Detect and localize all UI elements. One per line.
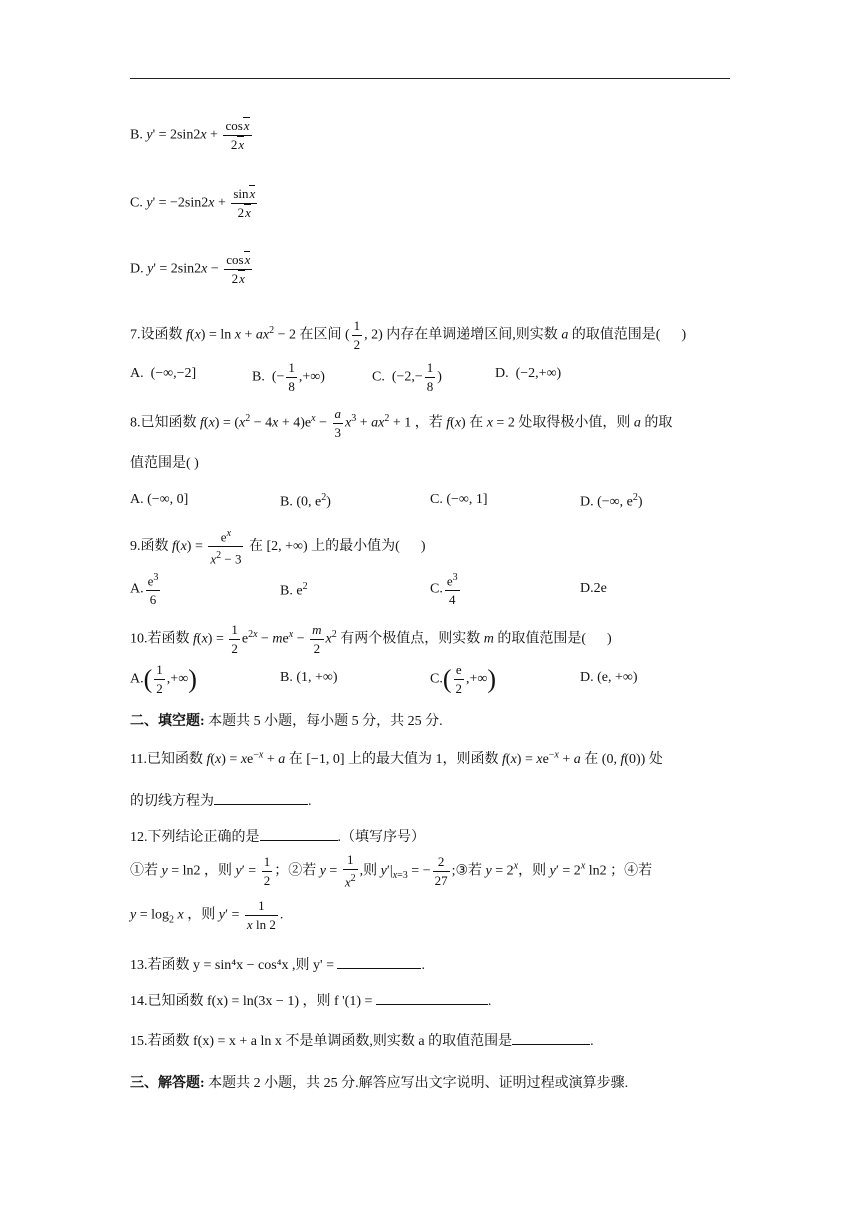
option-b-prev: B. y' = 2sin2x + $\frac{\cos x}{2x}$ <box>130 118 250 152</box>
q7-option-c: C. (−2,− $\frac{1}{8}$ ) <box>372 360 442 394</box>
q12-stem-line1: 12.下列结论正确的是 .（填写序号） <box>130 826 425 846</box>
q8-stem-line2: 值范围是( ) <box>130 456 199 471</box>
q13-answer-blank[interactable] <box>337 954 421 969</box>
q7-option-a: A. (−∞,−2] <box>130 366 197 381</box>
q8-option-b: B. (0, $e^2$) <box>280 492 331 510</box>
q7-stem: 7.设函数 $f(x) = \ln x + ax^2 - 2$ 在区间 ( $\frac{1}{2}$ , 2) 内存在单调递增区间,则实数 a 的取值范围是( ) <box>130 318 687 352</box>
section2-heading: 二、填空题: 本题共 5 小题，每小题 5 分，共 25 分. <box>130 714 443 729</box>
option-c-prev: C. y' = −2sin2x + $\frac{\sin x}{2x}$ <box>130 186 256 220</box>
q7-option-d: D. (−2,+∞) <box>495 366 562 381</box>
header-rule <box>130 78 730 79</box>
q11-stem-line1: 11.已知函数 $f(x) = xe^{-x} + a$ 在 [−1, 0] 上的最大值为 1，则函数 $f(x) = xe^{-x} + a$ 在 (0, f(0)) 处 <box>130 749 663 767</box>
q13-stem: 13.若函数 y = sin⁴x − cos⁴x ,则 y' = . <box>130 954 425 974</box>
q10-option-c: C.( $\frac{e}{2}$ ,+∞) <box>430 662 497 696</box>
option-d-prev: D. y' = 2sin2x − $\frac{\cos x}{2x}$ <box>130 252 251 286</box>
q8-option-a: A. (−∞, 0] <box>130 492 189 507</box>
q15-stem: 15.若函数 f(x) = x + a ln x 不是单调函数,则实数 a 的取值范围是 . <box>130 1030 594 1050</box>
q11-stem-line2: 的切线方程为 . <box>130 790 312 810</box>
q9-option-b: B. $e^2$ <box>280 581 308 599</box>
q9-option-c: C. $\frac{e^3}{4}$ <box>430 572 458 608</box>
q9-option-a: A. $\frac{e^3}{6}$ <box>130 572 159 608</box>
q9-stem: 9.函数 f(x) = $\frac{e^x}{x^2 - 3}$ 在 [2, +∞) 上的最小值为( ) <box>130 528 426 567</box>
q9-option-d: D.2e <box>580 581 607 596</box>
q10-option-d: D. (e, +∞) <box>580 670 638 685</box>
q12-answer-blank[interactable] <box>260 826 338 841</box>
q10-stem: 10.若函数 f(x) = $\frac{1}{2}$ $e^{2x} - me^x$ − $\frac{m}{2}$ $x^2$ 有两个极值点，则实数 m 的取值范围是( ) <box>130 622 612 656</box>
q14-stem: 14.已知函数 f(x) = ln(3x − 1) ，则 f '(1) = . <box>130 990 491 1010</box>
q10-option-a: A.( $\frac{1}{2}$ ,+∞) <box>130 662 197 696</box>
q15-answer-blank[interactable] <box>512 1030 590 1045</box>
q7-option-b: B. (− $\frac{1}{8}$ ,+∞) <box>252 360 325 394</box>
q8-option-d: D. (−∞, $e^2$) <box>580 492 643 510</box>
q12-stem-line2: ①若 y = ln2 ，则 y′ = $\frac{1}{2}$ ；②若 y = $\frac{1}{x^2}$ ,则 $y'|_{x=3}$ = − $\frac{2}{27}$ ;③若 $y = 2^x$，则 $y' = 2^x$ ln2 ；④若 <box>130 852 653 890</box>
q12-stem-line3: $y = \log_2 x$ ，则 y′ = $\frac{1}{\text{x ln 2}}$ . <box>130 898 284 932</box>
q14-answer-blank[interactable] <box>376 990 488 1005</box>
q8-stem-line1: 8.已知函数 $f(x) = (x^2 - 4x + 4)e^x$ − $\frac{a}{3}$ $x^3 + ax^2 + 1$ ，若 f(x) 在 x = 2 处取得极小值，则 a 的取 <box>130 406 673 440</box>
q11-answer-blank[interactable] <box>214 790 308 805</box>
section3-heading: 三、解答题: 本题共 2 小题，共 25 分.解答应写出文字说明、证明过程或演算步骤. <box>130 1076 629 1091</box>
q10-option-b: B. (1, +∞) <box>280 670 338 685</box>
q8-option-c: C. (−∞, 1] <box>430 492 488 507</box>
